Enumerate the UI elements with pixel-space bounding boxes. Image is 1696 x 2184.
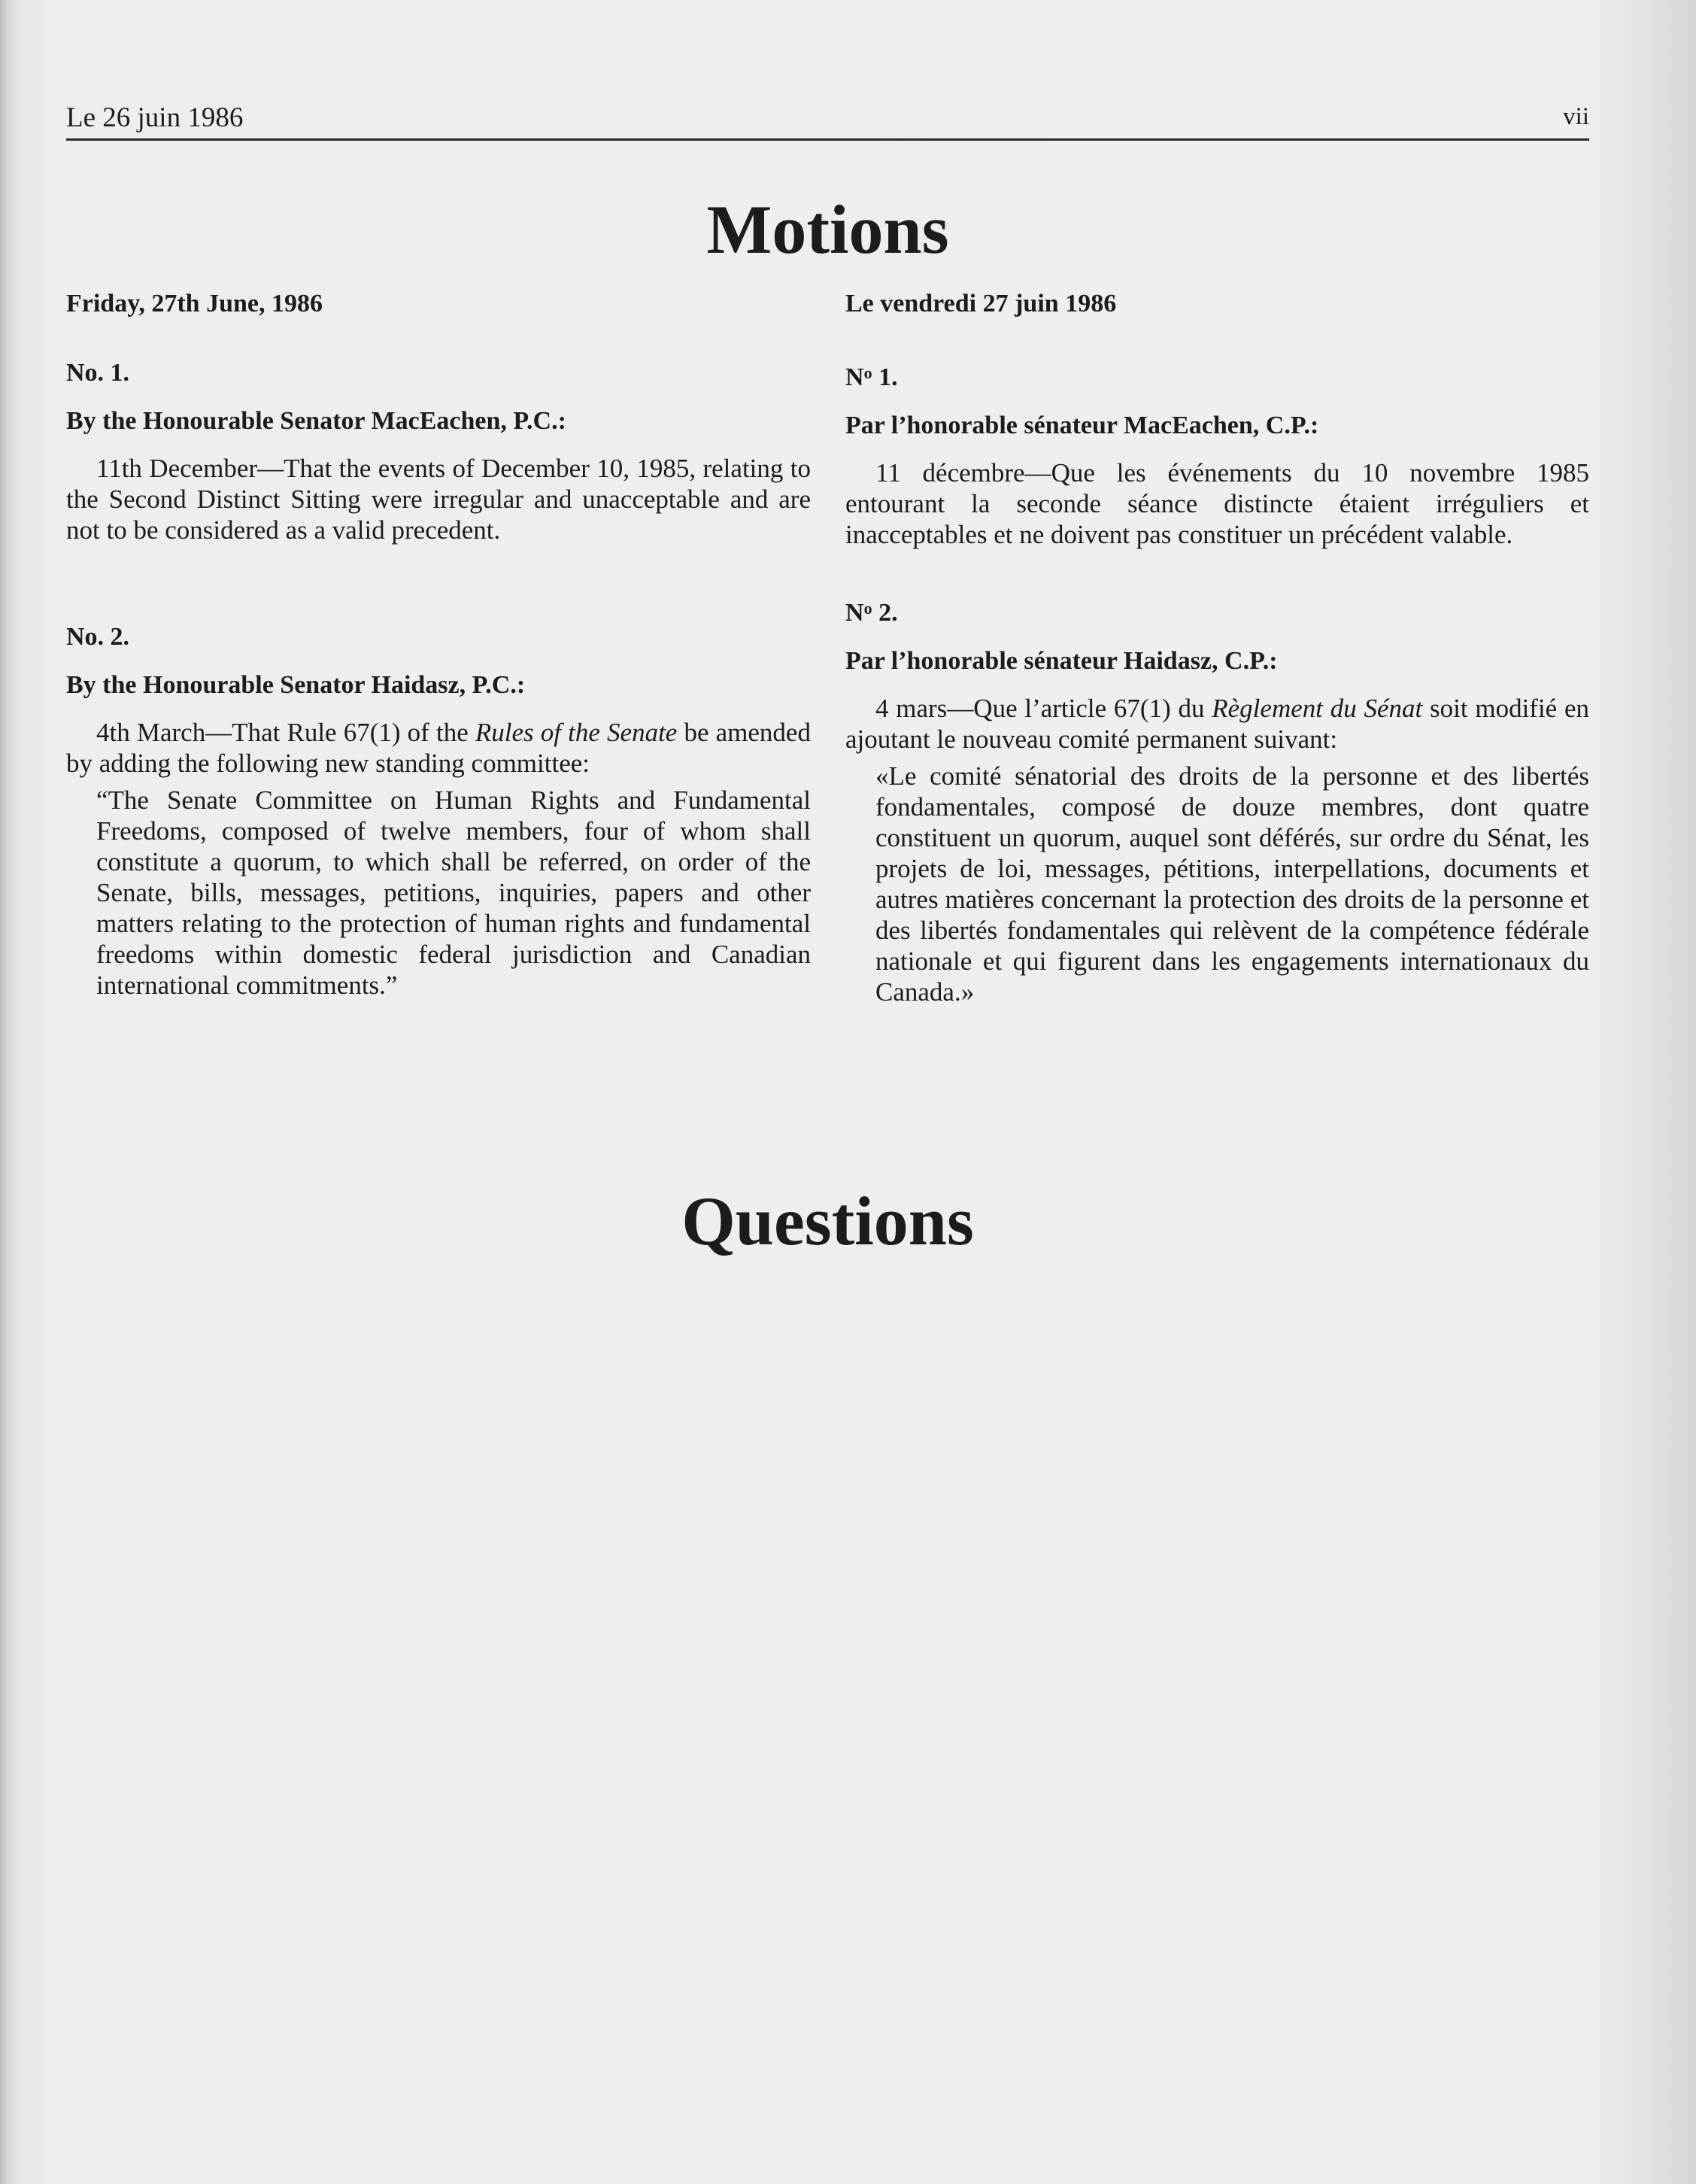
document-page [66,0,1589,2184]
motion-mover: Par l’honorable sénateur Haidasz, C.P.: [845,647,1278,675]
motion-mover: By the Honourable Senator MacEachen, P.C.: [66,407,566,435]
running-header [66,102,1589,141]
rules-title: Règlement du Sénat [1212,694,1423,723]
number-suffix: 1. [872,363,898,391]
motion-text-tail: be amended by adding the following new standing committee: [66,718,811,778]
motion-number [845,357,1589,394]
motion-quoted-text: “The Senate Committee on Human Rights and Fundamental Freedoms, composed of twelve members, four of whom shall constitute a quorum, to which shall be referred, on order of the Senate, bills, messages, petitions, inquiries, papers and other matters relating to the protection of human rights and fundamental freedoms within domestic federal jurisdiction and Canadian international commitments.” [96,785,811,1000]
header-date: Le 26 juin 1986 [66,102,244,133]
motion-mover: By the Honourable Senator Haidasz, P.C.: [66,671,526,699]
motion-number [845,592,1589,630]
french-column [845,287,1589,1007]
motion-text [845,693,1589,755]
motions-heading: Motions [706,191,949,268]
motion-text-lead: 4th March—That Rule 67(1) of the [96,718,475,747]
questions-heading: Questions [681,1183,974,1259]
french-motion-2 [845,592,1589,1007]
motion-text: 11th December—That the events of December 10, 1985, relating to the Second Distinct Sitting were irregular and unacceptable and are not to be considered as a valid precedent. [66,454,811,545]
motion-number: No. 1. [66,359,130,387]
motion-mover: Par l’honorable sénateur MacEachen, C.P.: [845,412,1319,439]
motion-text: 11 décembre—Que les événements du 10 novembre 1985 entourant la seconde séance distincte étaient irréguliers et inacceptables et ne doivent pas constituer un précédent valable. [845,458,1589,549]
number-prefix: N [845,363,864,391]
rules-title: Rules of the Senate [475,718,678,747]
number-superscript: o [863,599,872,618]
motion-quoted-text: «Le comité sénatorial des droits de la personne et des libertés fondamentales, composé de douze membres, dont quatre constituent un quorum, auquel sont déférés, sur ordre du Sénat, les projets de loi, messages, pétitions, interpellations, documents et autres matières concernant la protection des droits de la personne et des libertés fondamentales qui relèvent de la compétence fédérale nationale et qui figurent dans les engagements internationaux du Canada.» [875,761,1589,1007]
number-superscript: o [863,363,872,382]
english-motion-2 [66,621,811,1001]
number-suffix: 2. [872,599,898,627]
french-sitting-date: Le vendredi 27 juin 1986 [845,290,1117,317]
motion-text-tail: soit modifié en ajoutant le nouveau comité permanent suivant: [845,694,1590,754]
motion-number: No. 2. [66,623,130,651]
french-motion-1 [845,357,1589,550]
number-prefix: N [845,599,864,627]
english-column [66,287,811,1001]
english-motion-1 [66,357,811,545]
english-sitting-date: Friday, 27th June, 1986 [66,290,323,317]
motion-text [66,717,811,779]
page-number: vii [1563,103,1589,130]
motion-text-lead: 4 mars—Que l’article 67(1) du [875,694,1212,723]
